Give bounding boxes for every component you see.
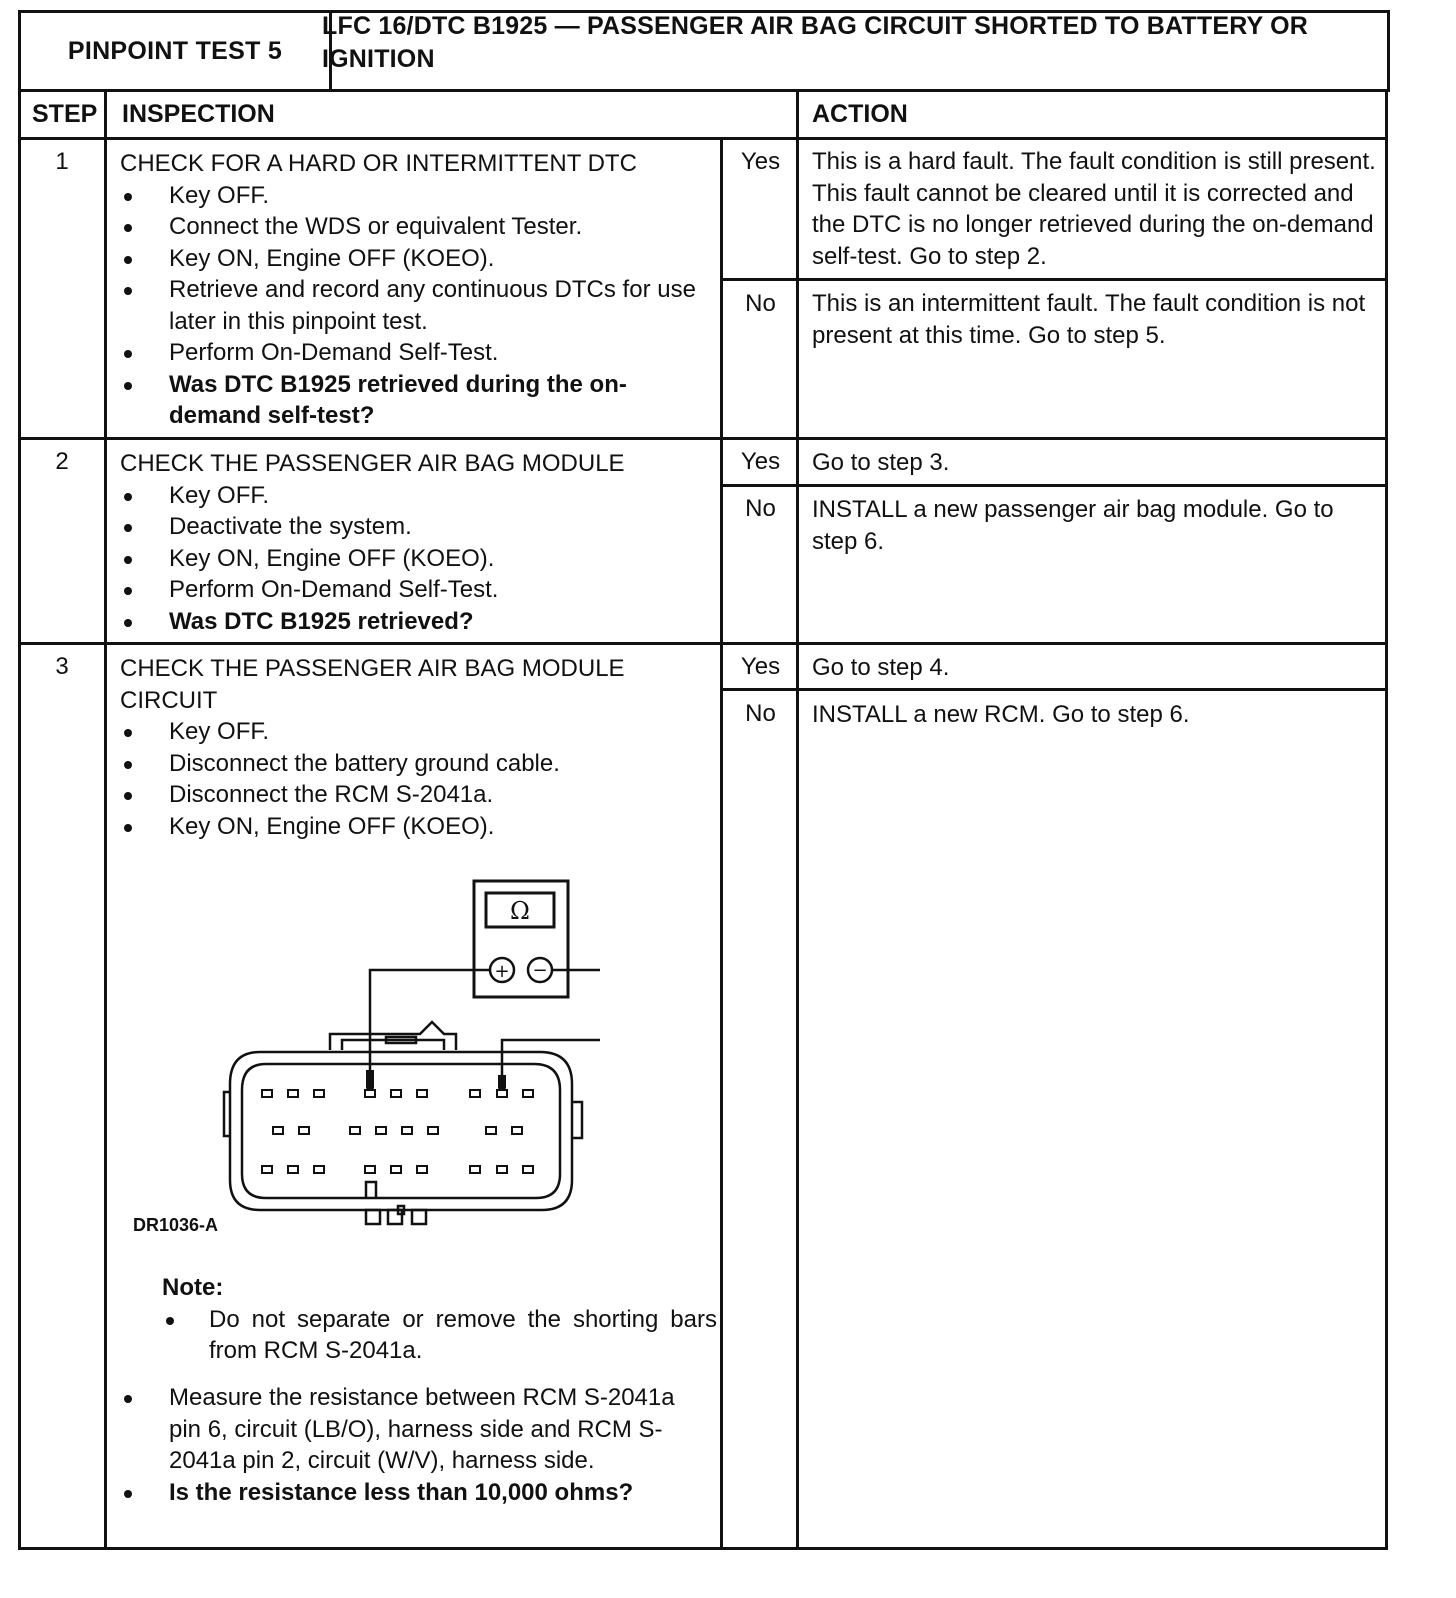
yesno-column-rule [720,139,723,1550]
yesno-rule-1 [720,278,1388,281]
step-2-bullet: Deactivate the system. [120,511,715,543]
rcm-connector-icon [224,1022,582,1224]
table-border-left [18,90,21,1550]
row-rule-1 [18,437,1388,440]
note-bullets [162,1304,717,1367]
step-2-question: Was DTC B1925 retrieved? [120,606,715,638]
step-2-bullet: Key ON, Engine OFF (KOEO). [120,543,715,575]
step-1-bullet: Perform On-Demand Self-Test. [120,337,715,369]
meter-minus-terminal: − [532,960,548,981]
step-3-yes-action: Go to step 4. [812,654,950,681]
rcm-connector-figure [200,870,600,1230]
step-1-question: Was DTC B1925 retrieved during the on-demand self-test? [120,369,715,432]
meter-plus-terminal: + [494,961,510,982]
step-1-yes-action: This is a hard fault. The fault condition is still present. This fault cannot be cleared until it is corrected and the DTC is no longer retrieved during the on-demand self-test. Go to step 2. [812,148,1376,270]
step-3-inspection-continued [120,1382,715,1508]
step-3-bullets [120,716,715,842]
step-3-no-action: INSTALL a new RCM. Go to step 6. [812,701,1190,728]
step-2-bullets [120,480,715,638]
step-2-yes-label: Yes [740,448,781,475]
step-1-title: CHECK FOR A HARD OR INTERMITTENT DTC [120,150,637,177]
step-3-bullet: Key ON, Engine OFF (KOEO). [120,811,715,843]
column-inspection: INSPECTION [122,100,275,128]
column-step: STEP [32,100,98,128]
step-3-title: CHECK THE PASSENGER AIR BAG MODULE CIRCUIT [120,655,625,714]
table-border-bottom [18,1547,1388,1550]
column-action: ACTION [812,100,908,128]
note-title: Note: [162,1274,224,1301]
step-2-no-action: INSTALL a new passenger air bag module. Go to step 6. [812,496,1334,555]
note-bullet: Do not separate or remove the shorting bars from RCM S-2041a. [162,1304,717,1367]
test-label: PINPOINT TEST 5 [21,13,332,89]
row-rule-2 [18,642,1388,645]
step-3-bullet: Measure the resistance between RCM S-2041a pin 6, circuit (LB/O), harness side and RCM S-2041a pin 2, circuit (W/V), harness side. [120,1382,689,1477]
step-2-bullet: Perform On-Demand Self-Test. [120,574,715,606]
step-2-no-label: No [745,495,776,522]
step-1-yes-label: Yes [740,148,781,175]
step-1-bullet: Key OFF. [120,180,715,212]
step-3-bullets-after [120,1382,715,1508]
step-3-yes-label: Yes [740,653,781,680]
step-1-bullet: Key ON, Engine OFF (KOEO). [120,243,715,275]
positive-lead [370,970,490,1070]
step-1-no-label: No [745,290,776,317]
step-1-bullets [120,180,715,432]
step-1-inspection [120,148,715,432]
step-3-number: 3 [55,653,69,680]
step-3-note [162,1272,717,1367]
step-3-bullet: Key OFF. [120,716,715,748]
connector-pins [262,1090,533,1173]
step-2-yes-action: Go to step 3. [812,449,950,476]
test-title: LFC 16/DTC B1925 — PASSENGER AIR BAG CIRCUIT SHORTED TO BATTERY OR IGNITION [322,12,1309,73]
step-3-bullet: Disconnect the RCM S-2041a. [120,779,715,811]
step-2-bullet: Key OFF. [120,480,715,512]
step-2-title: CHECK THE PASSENGER AIR BAG MODULE [120,450,625,477]
step-column-rule [104,90,107,1550]
yesno-rule-2 [720,484,1388,487]
yesno-rule-3 [720,688,1388,691]
table-border-right [1385,90,1388,1550]
step-1-bullet: Connect the WDS or equivalent Tester. [120,211,715,243]
step-3-inspection [120,653,715,842]
step-3-bullet: Disconnect the battery ground cable. [120,748,715,780]
step-1-number: 1 [55,148,69,175]
step-1-bullet: Retrieve and record any continuous DTCs for use later in this pinpoint test. [120,274,715,337]
step-3-question: Is the resistance less than 10,000 ohms? [120,1477,715,1509]
step-2-number: 2 [55,448,69,475]
figure-caption: DR1036-A [133,1215,219,1235]
step-2-inspection [120,448,715,637]
meter-ohm-symbol: Ω [510,897,530,925]
ohmmeter-icon [474,881,568,997]
step-1-no-action: This is an intermittent fault. The fault condition is not present at this time. Go to step 5. [812,290,1366,349]
step-3-no-label: No [745,700,776,727]
header-bottom-rule [18,137,1388,140]
